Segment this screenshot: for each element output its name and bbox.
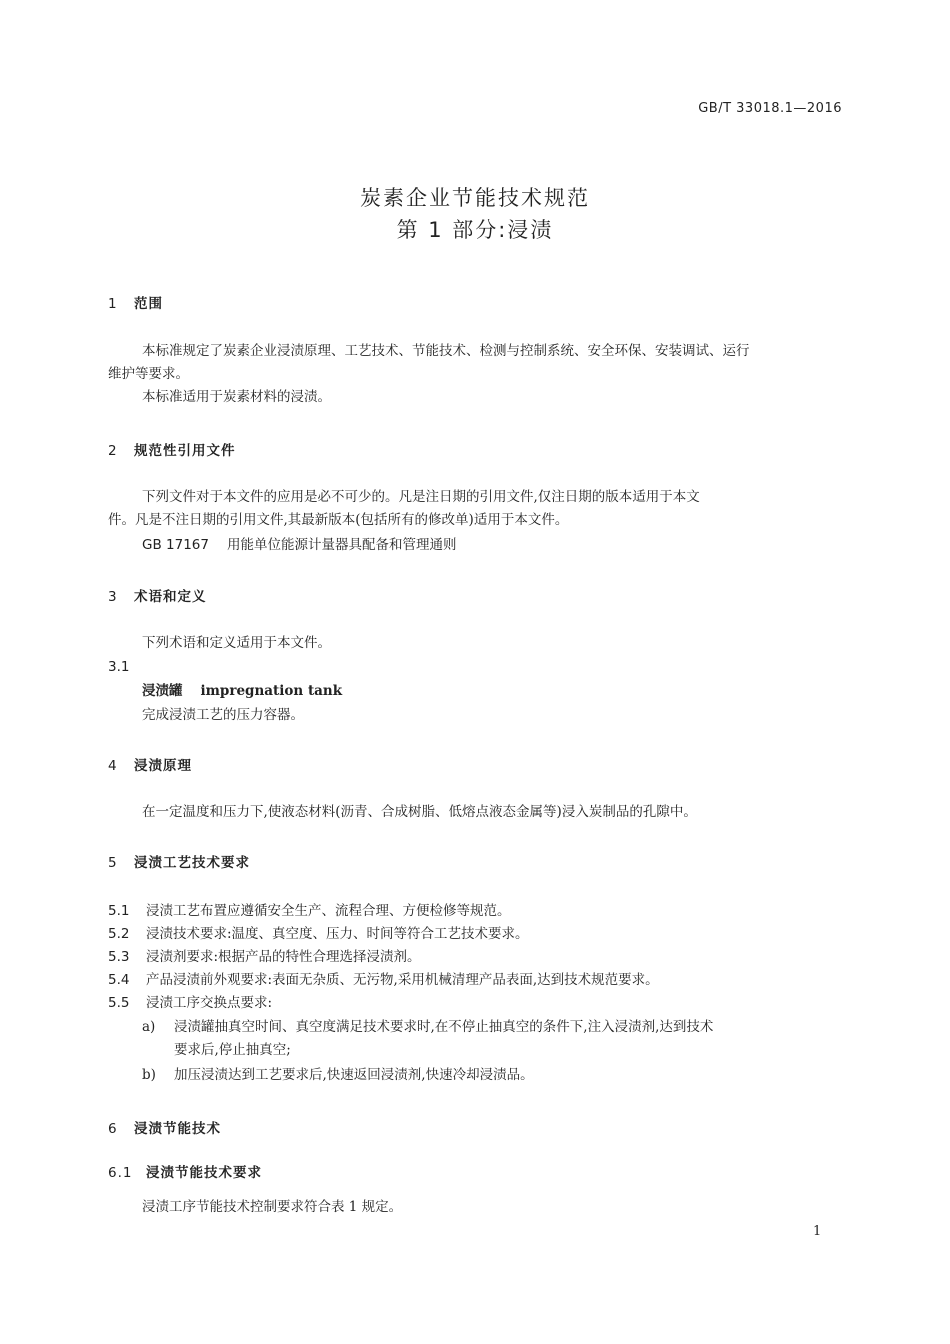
list-item-a-line-2: 要求后,停止抽真空; [174,1042,291,1058]
document-title: 炭素企业节能技术规范 [360,186,590,210]
clause-5-4 [108,969,659,992]
section-number: 3 [108,589,118,605]
list-item-b-text: 加压浸渍达到工艺要求后,快速返回浸渍剂,快速冷却浸渍品。 [174,1067,534,1083]
subsection-6-1-heading [108,1161,262,1181]
list-item-a-line-1: 浸渍罐抽真空时间、真空度满足技术要求时,在不停止抽真空的条件下,注入浸渍剂,达到技术 [174,1019,714,1035]
section-number: 5 [108,855,118,871]
subsection-number: 6.1 [108,1165,133,1181]
section-5-heading [108,851,250,871]
section-title: 规范性引用文件 [134,443,236,459]
clause-text: 产品浸渍前外观要求:表面无杂质、无污物,采用机械清理产品表面,达到技术规范要求。 [146,972,659,988]
clause-number: 5.1 [108,903,130,919]
section-1-paragraph-1-line-2: 维护等要求。 [108,366,189,382]
clause-5-5 [108,992,272,1015]
term-entry [142,680,342,703]
section-4-heading [108,754,192,774]
clause-number: 5.2 [108,926,130,942]
reference-title: 用能单位能源计量器具配备和管理通则 [226,537,457,553]
term-number: 3.1 [108,659,130,675]
clause-5-2 [108,923,529,946]
term-chinese: 浸渍罐 [142,683,183,699]
term-definition: 完成浸渍工艺的压力容器。 [142,707,304,723]
subsection-title: 浸渍节能技术要求 [146,1165,262,1181]
page-number: 1 [813,1224,822,1239]
section-number: 2 [108,443,118,459]
list-item-b-label: b) [142,1067,156,1083]
section-title: 浸渍原理 [134,758,192,774]
section-title: 浸渍工艺技术要求 [134,855,250,871]
section-2-paragraph-1-line-2: 件。凡是不注日期的引用文件,其最新版本(包括所有的修改单)适用于本文件。 [108,512,569,528]
section-2-heading [108,439,236,459]
section-6-heading [108,1117,221,1137]
section-number: 4 [108,758,118,774]
term-english: impregnation tank [200,683,343,699]
clause-text: 浸渍技术要求:温度、真空度、压力、时间等符合工艺技术要求。 [146,926,529,942]
section-1-paragraph-2: 本标准适用于炭素材料的浸渍。 [142,389,331,405]
clause-text: 浸渍工序交换点要求: [146,995,273,1011]
section-3-paragraph-1: 下列术语和定义适用于本文件。 [142,635,331,651]
section-2-paragraph-1-line-1: 下列文件对于本文件的应用是必不可少的。凡是注日期的引用文件,仅注日期的版本适用于本文 [142,489,700,505]
clause-number: 5.5 [108,995,130,1011]
clause-5-1 [108,900,511,923]
section-title: 浸渍节能技术 [134,1121,221,1137]
document-subtitle: 第 1 部分:浸渍 [396,218,554,242]
clause-5-3 [108,946,421,969]
normative-reference [142,534,456,557]
section-number: 1 [108,296,118,312]
list-item-a-label: a) [142,1019,156,1035]
reference-code: GB 17167 [142,537,209,553]
standard-code: GB/T 33018.1—2016 [698,101,842,116]
clause-text: 浸渍工艺布置应遵循安全生产、流程合理、方便检修等规范。 [146,903,511,919]
section-3-heading [108,585,207,605]
section-title: 范围 [134,296,163,312]
section-1-paragraph-1-line-1: 本标准规定了炭素企业浸渍原理、工艺技术、节能技术、检测与控制系统、安全环保、安装调试、运行 [142,343,750,359]
section-6-paragraph-1: 浸渍工序节能技术控制要求符合表 1 规定。 [142,1199,403,1215]
clause-number: 5.3 [108,949,130,965]
clause-text: 浸渍剂要求:根据产品的特性合理选择浸渍剂。 [146,949,421,965]
section-title: 术语和定义 [134,589,207,605]
section-1-heading [108,292,163,312]
section-number: 6 [108,1121,118,1137]
clause-number: 5.4 [108,972,130,988]
section-4-paragraph-1: 在一定温度和压力下,使液态材料(沥青、合成树脂、低熔点液态金属等)浸入炭制品的孔隙中。 [142,804,697,820]
